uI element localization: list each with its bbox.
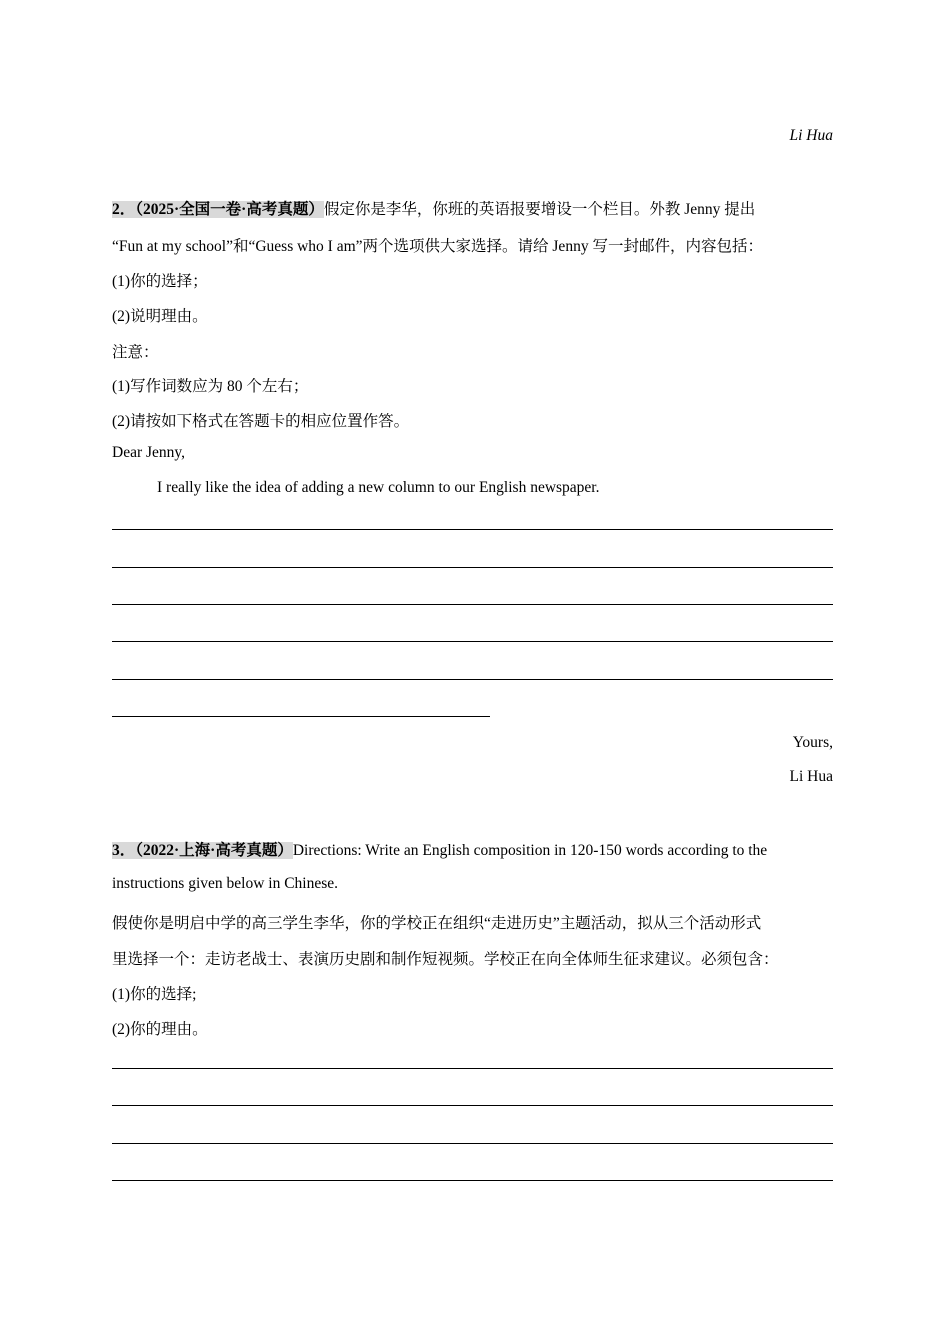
question-3-directions: Directions: Write an English composition in 120-150 words according to the <box>292 842 768 859</box>
question-2-line-1 <box>112 197 755 219</box>
answer-line[interactable] <box>112 604 833 605</box>
question-3-line-1 <box>112 838 767 860</box>
letter-opening: I really like the idea of adding a new column to our English newspaper. <box>157 479 600 496</box>
letter-salutation: Dear Jenny, <box>112 444 186 461</box>
question-3-prompt-2: 里选择一个：走访老战士、表演历史剧和制作短视频。学校正在向全体师生征求建议。必须包含： <box>112 951 779 968</box>
question-3-point-2: (2)你的理由。 <box>112 1021 208 1038</box>
answer-line[interactable] <box>112 641 833 642</box>
question-2-tag: 2．（2025·全国一卷·高考真题） <box>112 201 324 218</box>
answer-line[interactable] <box>112 529 833 530</box>
question-2-note-title: 注意： <box>112 344 159 361</box>
question-3-point-1: (1)你的选择; <box>112 986 197 1003</box>
answer-line[interactable] <box>112 1143 833 1144</box>
letter-signature: Li Hua <box>789 768 833 785</box>
answer-line[interactable] <box>112 567 833 568</box>
question-3-tag: 3．（2022·上海·高考真题） <box>112 842 293 859</box>
question-3-prompt-1: 假使你是明启中学的高三学生李华，你的学校正在组织“走进历史”主题活动，拟从三个活动形式 <box>112 915 762 932</box>
question-2-point-2: (2)说明理由。 <box>112 308 208 325</box>
answer-line[interactable] <box>112 679 833 680</box>
question-2-note-2: (2)请按如下格式在答题卡的相应位置作答。 <box>112 413 410 430</box>
question-2-prompt-2: “Fun at my school”和“Guess who I am”两个选项供大家选择。请给 Jenny 写一封邮件，内容包括： <box>112 238 763 255</box>
answer-line-short[interactable] <box>112 716 490 717</box>
question-2-note-1: (1)写作词数应为 80 个左右； <box>112 378 309 395</box>
answer-line[interactable] <box>112 1105 833 1106</box>
question-2-point-1: (1)你的选择； <box>112 273 208 290</box>
previous-signature: Li Hua <box>789 127 833 144</box>
answer-line[interactable] <box>112 1068 833 1069</box>
answer-line[interactable] <box>112 1180 833 1181</box>
question-2-prompt-1: 假定你是李华，你班的英语报要增设一个栏目。外教 Jenny 提出 <box>323 201 756 218</box>
letter-closing: Yours, <box>792 734 833 751</box>
question-3-directions-2: instructions given below in Chinese. <box>112 875 339 892</box>
